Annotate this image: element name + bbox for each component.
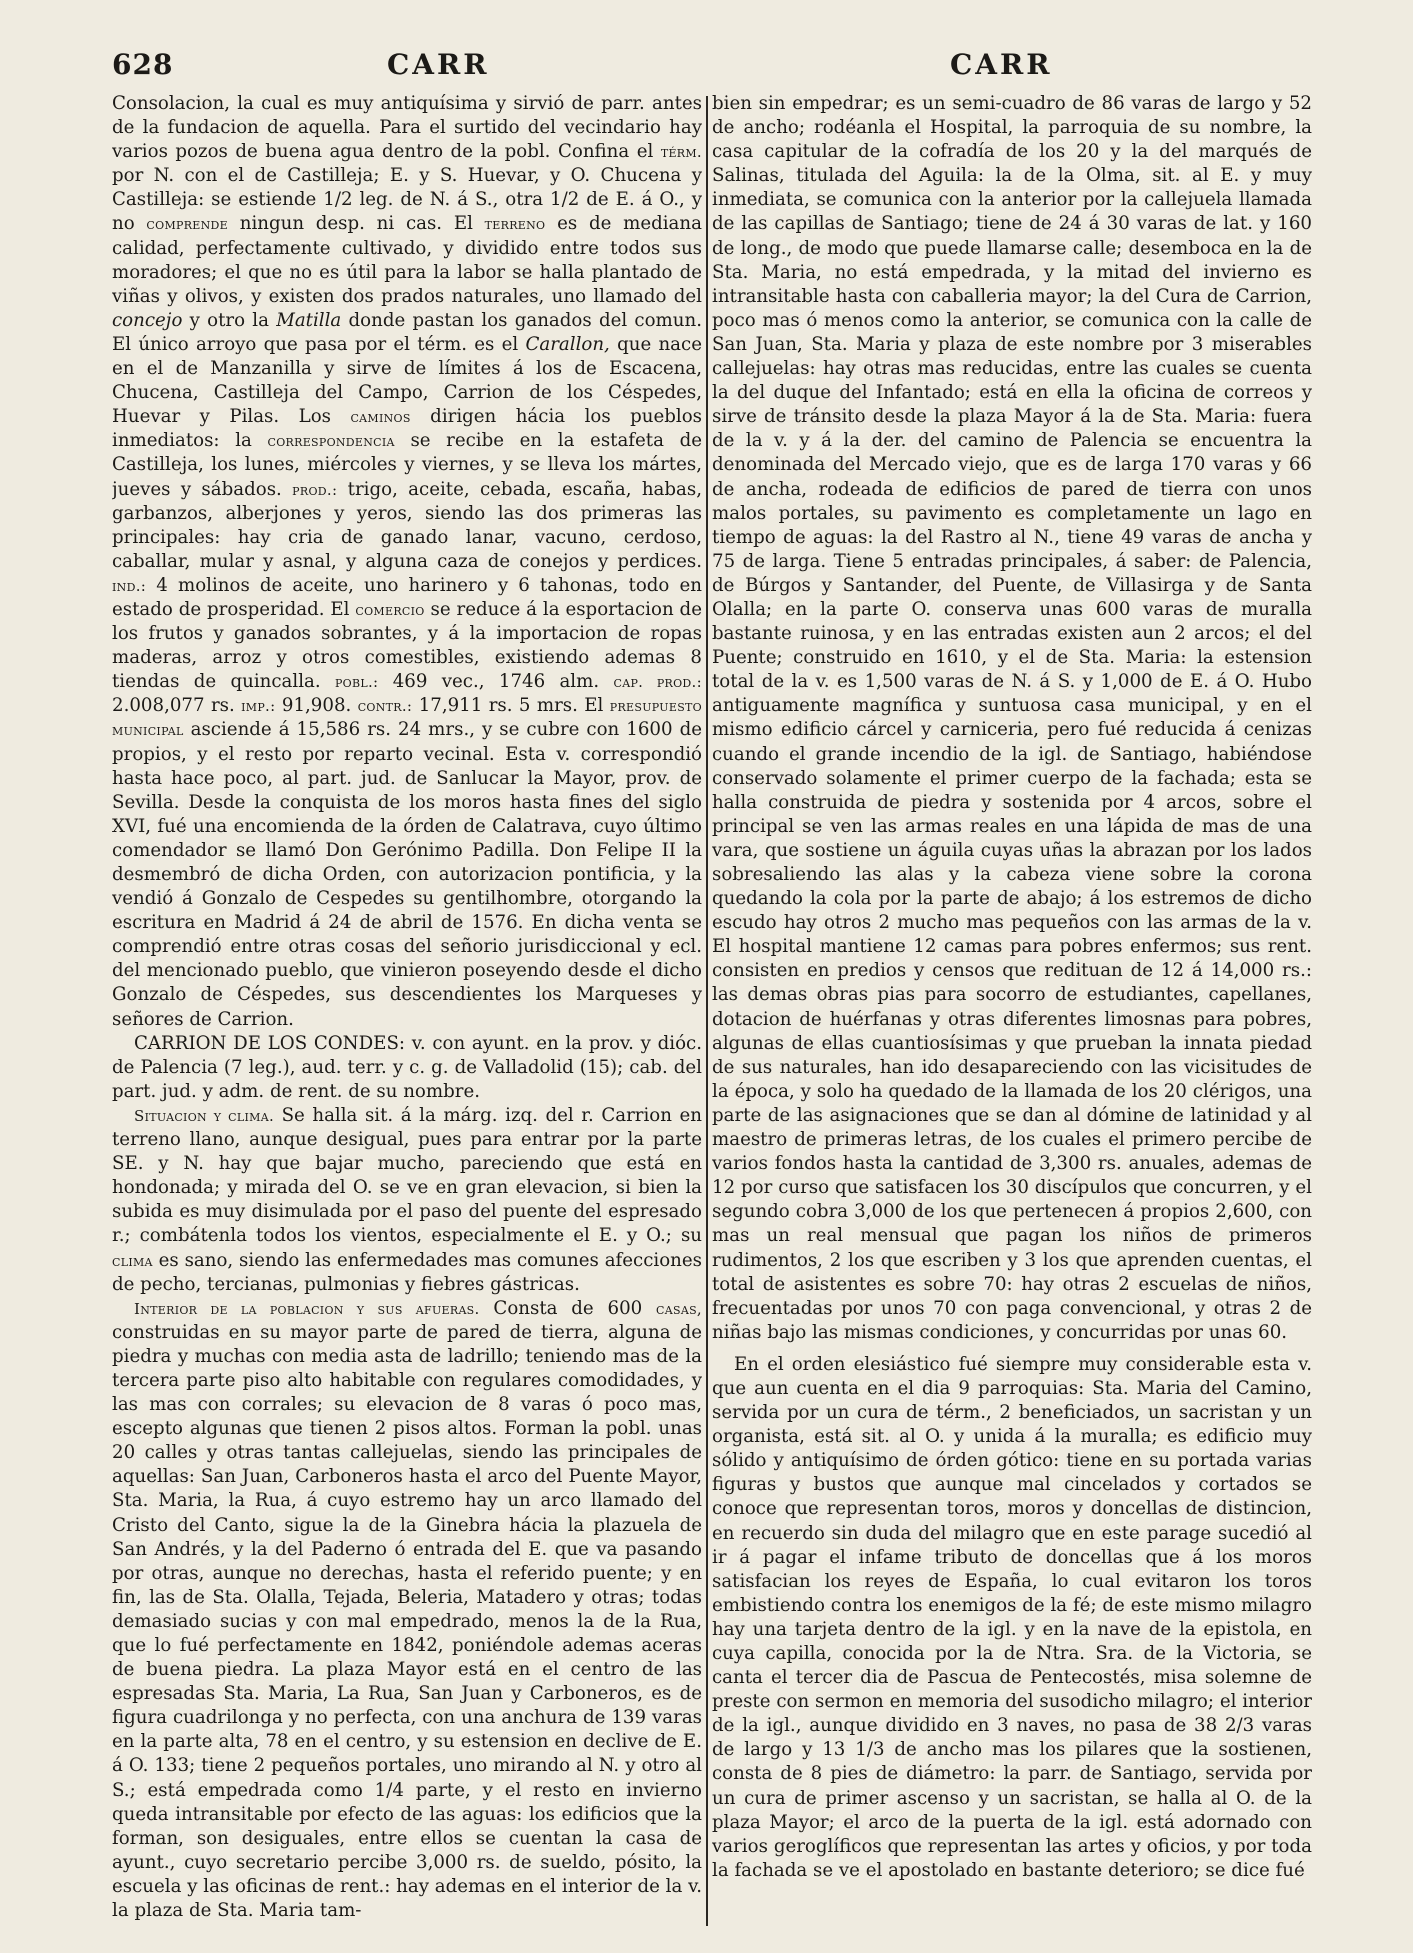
paragraph: bien sin empedrar; es un semi-cuadro de 86 varas de largo y 52 de ancho; rodéanla el Hospital, la parroquia de su nombre, la casa capitular de la cofradía de los 20 y la del marqués de Salinas, titulada del Aguila: la de la Olma, sit. al E. y muy inmediata, se comunica con la anterior por la callejuela llamada de las capillas de Santiago; tiene de 24 á 30 varas de lat. y 160 de long., de modo que puede llamarse calle; desemboca en la de Sta. Maria, no está empedrada, y la mitad del invierno es intransitable hasta con caballeria mayor; la del Cura de Carrion, poco mas ó menos como la anterior, se comunica con la calle de San Juan, Sta. Maria y plaza de este nombre por 3 miserables callejuelas: hay otras mas reducidas, entre las cuales se cuenta la del duque del Infantado; está en ella la oficina de correos y sirve de tránsito desde la plaza Mayor á la de Sta. Maria: fuera de la v. y á la der. del camino de Palencia se encuentra la denominada del Mercado viejo, que es de larga 170 varas y 66 de ancha, rodeada de edificios de pared de tierra con unos malos portales, su pavimento es completamente un lago en tiempo de aguas: la del Rastro al N., tiene 49 varas de ancha y 75 de larga. Tiene 5 entradas principales, á saber: de Palencia, de Búrgos y Santander, del Puente, de Villasirga y de Santa Olalla; en la parte O. conserva unas 600 varas de muralla bastante ruinosa, y en las entradas existen aun 2 arcos; el del Puente; construido en 1610, y el de Sta. Maria: la estension total de la v. es 1,500 varas de N. á S. y 1,000 de E. á O. Hubo antiguamente magnífica y suntuosa casa municipal, y en el mismo edificio cárcel y carniceria, pero fué reducida á cenizas cuando el grande incendio de la igl. de Santiago, habiéndose conservado solamente el primer cuerpo de la fachada; esta se halla construida de piedra y sostenida por 4 arcos, sobre el principal se ven las armas reales en una lápida de mas de una vara, que sostiene un águila cuyas uñas la abrazan por los lados sobresaliendo las alas y la cabeza viene sobre la corona quedando la cola por la parte de abajo; á los estremos de dicho escudo hay otros 2 mucho mas pequeños con las armas de la v. El hospital mantiene 12 camas para pobres enfermos; sus rent. consisten en predios y censos que redituan de 12 á 14,000 rs.: las demas obras pias para socorro de estudiantes, capellanes, dotacion de huérfanas y otras diferentes limosnas para pobres, algunas de ellas cuantiosísimas y que prueban la innata piedad de sus naturales, han ido desapareciendo con las vicisitudes de la época, y solo ha quedado de la llamada de los 20 clérigos, una parte de las asignaciones que se dan al dómine de latinidad y al maestro de primeras letras, de los cuales el primero percibe de varios fondos hasta la cantidad de 3,300 rs. anuales, ademas de 12 por curso que satisfacen los 30 discípulos que concurren, y el segundo cobra 3,000 de los que pertenecen á propios 2,600, con mas un real mensual que pagan los niños de primeros rudimentos, 2 los que escriben y 3 los que aprenden cuentas, el total de asistentes es sobre 70: hay otras 2 escuelas de niños, frecuentadas por unos 70 con paga convencional, y otras 2 de niñas bajo las mismas condiciones, y concurridas por unas 60. [712, 93, 1312, 1343]
paragraph-situacion: Situacion y clima. Se halla sit. á la márg. izq. del r. Carrion en terreno llano, aunque desigual, pues para entrar por la parte SE. y N. hay que bajar mucho, pareciendo que está en hondonada; y mirada del O. se ve en gran elevacion, si bien la subida es muy disimulada por el paso del puente del espresado r.; combátenla todos los vientos, especialmente el E. y O.; su clima es sano, siendo las enfermedades mas comunes afecciones de pecho, tercianas, pulmonias y fiebres gástricas. [112, 1104, 702, 1295]
page-header [112, 46, 1313, 92]
running-head-left: CARR [387, 48, 490, 81]
column-divider [706, 96, 708, 1926]
entry-carrion-de-los-condes: CARRION DE LOS CONDES: v. con ayunt. en la prov. y dióc. de Palencia (7 leg.), aud. terr. y c. g. de Valladolid (15); cab. del part. jud. y adm. de rent. de su nombre. [112, 1032, 702, 1102]
paragraph-interior: Interior de la poblacion y sus afueras. Consta de 600 casas, construidas en su mayor parte de pared de tierra, alguna de piedra y muchas con media asta de ladrillo; teniendo mas de la tercera parte piso alto habitable con regulares comodidades, y las mas con corrales; su elevacion de 8 varas ó poco mas, escepto algunas que tienen 2 pisos altos. Forman la pobl. unas 20 calles y otras tantas callejuelas, siendo las principales de aquellas: San Juan, Carboneros hasta el arco del Puente Mayor, Sta. Maria, la Rua, á cuyo estremo hay un arco llamado del Cristo del Canto, sigue la de la Ginebra hácia la plazuela de San Andrés, y la del Paderno ó entrada del E. que va pasando por otras, aunque no derechas, hasta el referido puente; y en fin, las de Sta. Olalla, Tejada, Beleria, Matadero y otras; todas demasiado sucias y con mal empedrado, menos la de la Rua, que lo fué perfectamente en 1842, poniéndole ademas aceras de buena piedra. La plaza Mayor está en el centro de las espresadas Sta. Maria, La Rua, San Juan y Carboneros, es de figura cuadrilonga y no perfecta, con una anchura de 139 varas en la parte alta, 78 en el centro, y su estension en declive de E. á O. 133; tiene 2 pequeños portales, uno mirando al N. y otro al S.; está empedrada como 1/4 parte, y el resto en invierno queda intransitable por efecto de las aguas: los edificios que la forman, son desiguales, entre ellos se cuentan la casa de ayunt., cuyo secretario percibe 3,000 rs. de sueldo, pósito, la escuela y las oficinas de rent.: hay ademas en el interior de la v. la plaza de Sta. Maria tam- [112, 1297, 702, 1922]
running-head-right: CARR [950, 48, 1053, 81]
paragraph-orden-eclesiastico: En el orden elesiástico fué siempre muy considerable esta v. que aun cuenta en el dia 9 parroquias: Sta. Maria del Camino, servida por un cura de térm., 2 beneficiados, un sacristan y un organista, está sit. al O. y unida á la muralla; es edificio muy sólido y antiquísimo de órden gótico: tiene en su portada varias figuras y bustos que aunque mal cincelados y cortados se conoce que representan toros, moros y doncellas de distincion, en recuerdo sin duda del milagro que en este parage sucedió al ir á pagar el infame tributo de doncellas que á los moros satisfacian los reyes de España, lo cual evitaron los toros embistiendo contra los enemigos de la fé; de este mismo milagro hay una tarjeta dentro de la igl. y en la nave de la epistola, en cuya capilla, conocida por la de Ntra. Sra. de la Victoria, se canta el tercer dia de Pascua de Pentecostés, misa solemne de preste con sermon en memoria del susodicho milagro; el interior de la igl., aunque dividido en 3 naves, no pasa de 38 2/3 varas de largo y 13 1/3 de ancho mas los pilares que la sostienen, consta de 8 pies de diámetro: la parr. de Santiago, servida por un cura de primer ascenso y un sacristan, se halla al O. de la plaza Mayor; el arco de la puerta de la igl. está adornado con varios geroglíficos que representan las artes y oficios, y por toda la fachada se ve el apostolado en bastante deterioro; se dice fué [712, 1353, 1312, 1881]
paragraph: Consolacion, la cual es muy antiquísima y sirvió de parr. antes de la fundacion de aquella. Para el surtido del vecindario hay varios pozos de buena agua dentro de la pobl. Confina el térm. por N. con el de Castilleja; E. y S. Huevar, y O. Chucena y Castilleja: se estiende 1/2 leg. de N. á S., otra 1/2 de E. á O., y no comprende ningun desp. ni cas. El terreno es de mediana calidad, perfectamente cultivado, y dividido entre todos sus moradores; el que no es útil para la labor se halla plantado de viñas y olivos, y existen dos prados naturales, uno llamado del concejo y otro la Matilla donde pastan los ganados del comun. El único arroyo que pasa por el térm. es el Carallon, que nace en el de Manzanilla y sirve de límites á los de Escacena, Chucena, Castilleja del Campo, Carrion de los Céspedes, Huevar y Pilas. Los caminos dirigen hácia los pueblos inmediatos: la correspondencia se recibe en la estafeta de Castilleja, los lunes, miércoles y viernes, y se lleva los mártes, jueves y sábados. prod.: trigo, aceite, cebada, escaña, habas, garbanzos, alberjones y yeros, siendo las dos primeras las principales: hay cria de ganado lanar, vacuno, cerdoso, caballar, mular y asnal, y alguna caza de conejos y perdices. ind.: 4 molinos de aceite, uno harinero y 6 tahonas, todo en estado de prosperidad. El comercio se reduce á la esportacion de los frutos y ganados sobrantes, y á la importacion de ropas maderas, arroz y otros comestibles, existiendo ademas 8 tiendas de quincalla. pobl.: 469 vec., 1746 alm. cap. prod.: 2.008,077 rs. imp.: 91,908. contr.: 17,911 rs. 5 mrs. El presupuesto municipal asciende á 15,586 rs. 24 mrs., y se cubre con 1600 de propios, y el resto por reparto vecinal. Esta v. correspondió hasta hace poco, al part. jud. de Sanlucar la Mayor, prov. de Sevilla. Desde la conquista de los moros hasta fines del siglo XVI, fué una encomienda de la órden de Calatrava, cuyo último comendador se llamó Don Gerónimo Padilla. Don Felipe II la desmembró de dicha Orden, con autorizacion pontificia, y la vendió á Gonzalo de Cespedes su gentilhombre, otorgando la escritura en Madrid á 24 de abril de 1576. En dicha venta se comprendió entre otras cosas del señorio jurisdiccional y ecl. del mencionado pueblo, que vinieron poseyendo desde el dicho Gonzalo de Céspedes, sus descendientes los Marqueses y señores de Carrion. [112, 93, 702, 1030]
page-number: 628 [112, 48, 174, 81]
left-column [112, 92, 702, 1928]
right-column [712, 92, 1312, 1928]
